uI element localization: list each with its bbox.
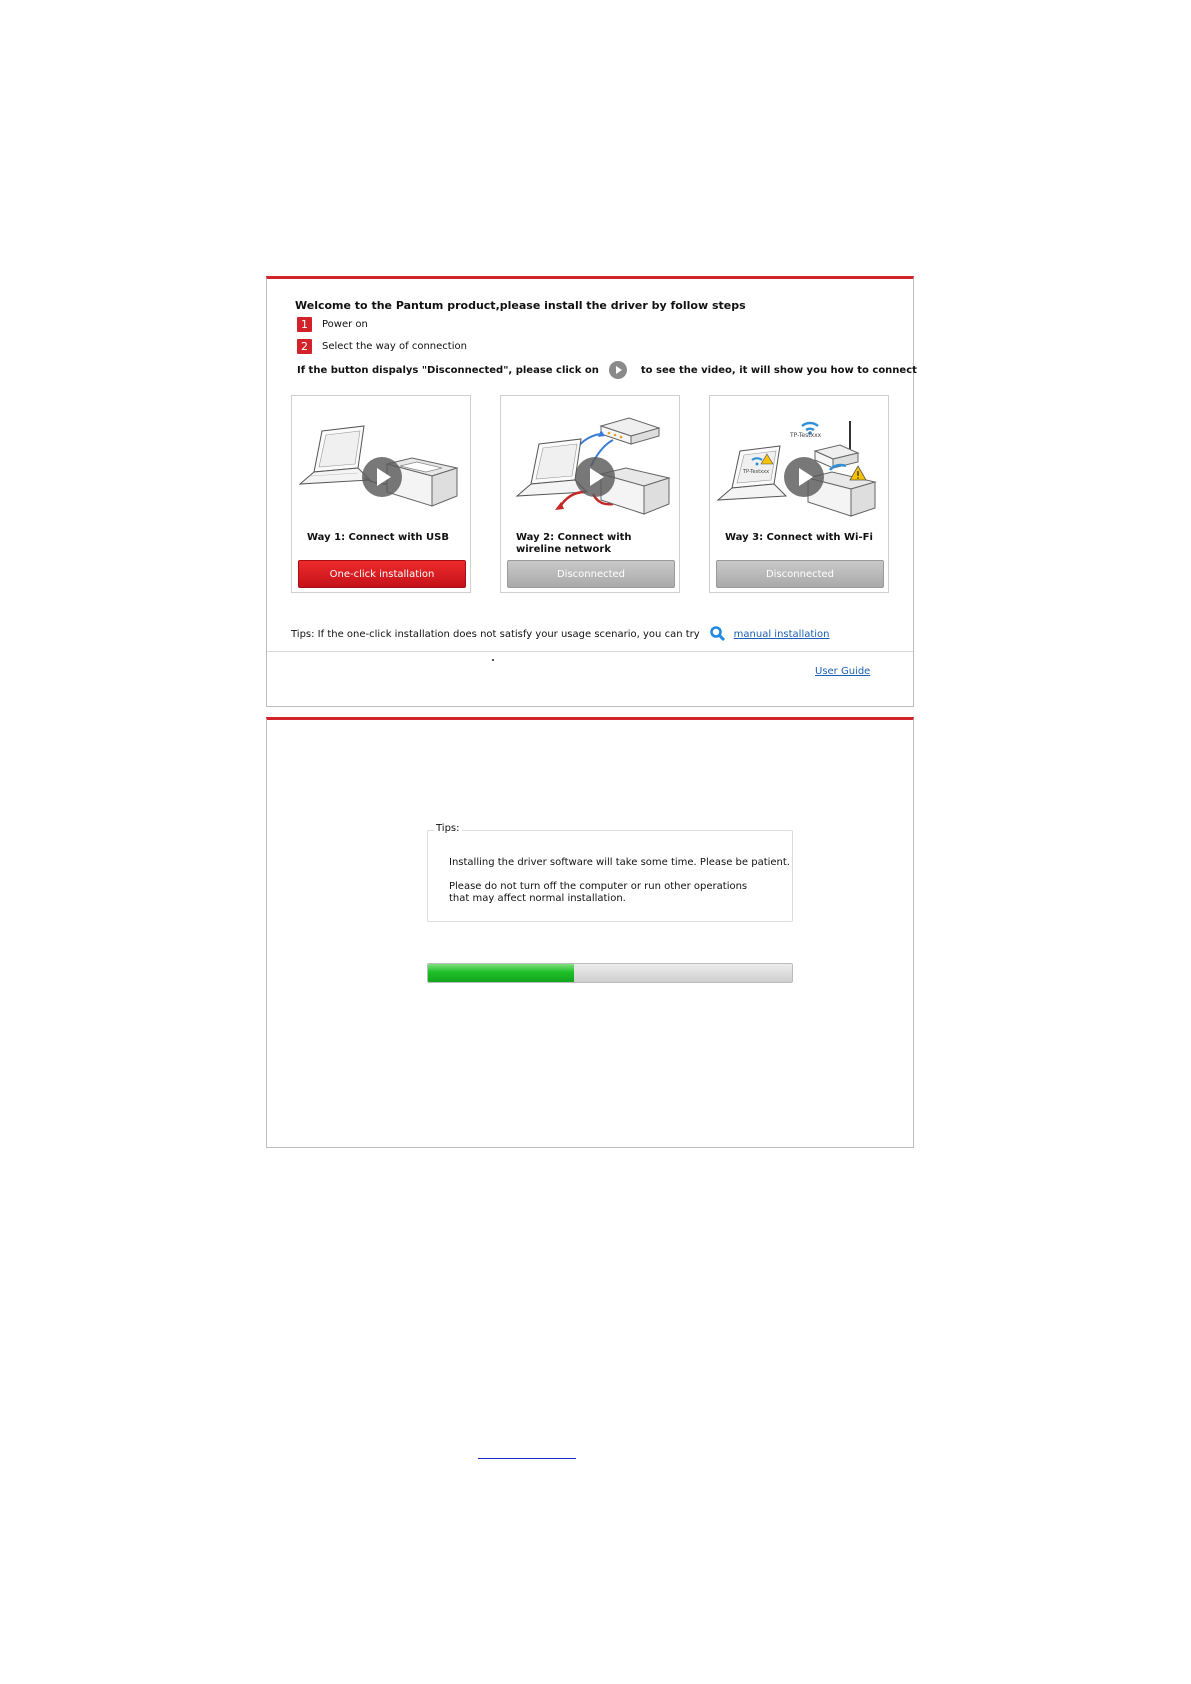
divider-dot	[492, 659, 494, 661]
wrench-icon	[710, 626, 726, 642]
way-card-wifi	[709, 395, 889, 593]
manual-installation-link[interactable]: manual installation	[733, 628, 830, 640]
footer-divider	[267, 651, 913, 652]
play-icon	[609, 361, 627, 379]
play-video-icon[interactable]	[362, 457, 402, 497]
disconnected-button-wired[interactable]: Disconnected	[507, 560, 675, 588]
video-hint	[297, 361, 917, 379]
tips-legend: Tips:	[436, 823, 460, 834]
hyperlink-underline[interactable]	[478, 1458, 576, 1459]
one-click-install-button[interactable]: One-click installation	[298, 560, 466, 588]
step-label: Select the way of connection	[322, 341, 467, 352]
manual-install-tip	[291, 626, 830, 642]
hint-text-before: If the button dispalys "Disconnected", please click on	[297, 364, 599, 376]
router-ssid-label: TP-Testxxx	[790, 432, 822, 439]
laptop-ssid-label: TP-Testxxx	[743, 469, 770, 475]
tips-message-warning: Please do not turn off the computer or run other operations that may affect normal installation.	[449, 881, 748, 904]
play-video-icon[interactable]	[784, 457, 824, 497]
hint-text-after: to see the video, it will show you how to connect	[640, 364, 917, 376]
step-number-badge: 2	[297, 339, 312, 354]
install-progress-window	[266, 717, 914, 1148]
play-video-icon[interactable]	[575, 457, 615, 497]
step-power-on	[297, 317, 368, 332]
step-select-connection	[297, 339, 467, 354]
tips-groupbox	[427, 823, 793, 922]
installer-window	[266, 276, 917, 707]
way-card-usb	[291, 395, 471, 593]
progress-fill	[428, 964, 574, 982]
install-progress-bar	[427, 963, 793, 983]
step-label: Power on	[322, 319, 368, 330]
user-guide-link[interactable]: User Guide	[815, 666, 871, 677]
step-number-badge: 1	[297, 317, 312, 332]
way-label: Way 3: Connect with Wi-Fi	[725, 532, 873, 543]
tips-message-patience: Installing the driver software will take some time. Please be patient.	[449, 857, 790, 868]
welcome-heading: Welcome to the Pantum product,please install the driver by follow steps	[295, 299, 746, 312]
disconnected-button-wifi[interactable]: Disconnected	[716, 560, 884, 588]
way-card-wired-network	[500, 395, 680, 593]
way-label: Way 1: Connect with USB	[307, 532, 449, 543]
way-label: Way 2: Connect with wireline network	[516, 532, 632, 555]
tip-text: Tips: If the one-click installation does not satisfy your usage scenario, you can try	[291, 628, 700, 640]
